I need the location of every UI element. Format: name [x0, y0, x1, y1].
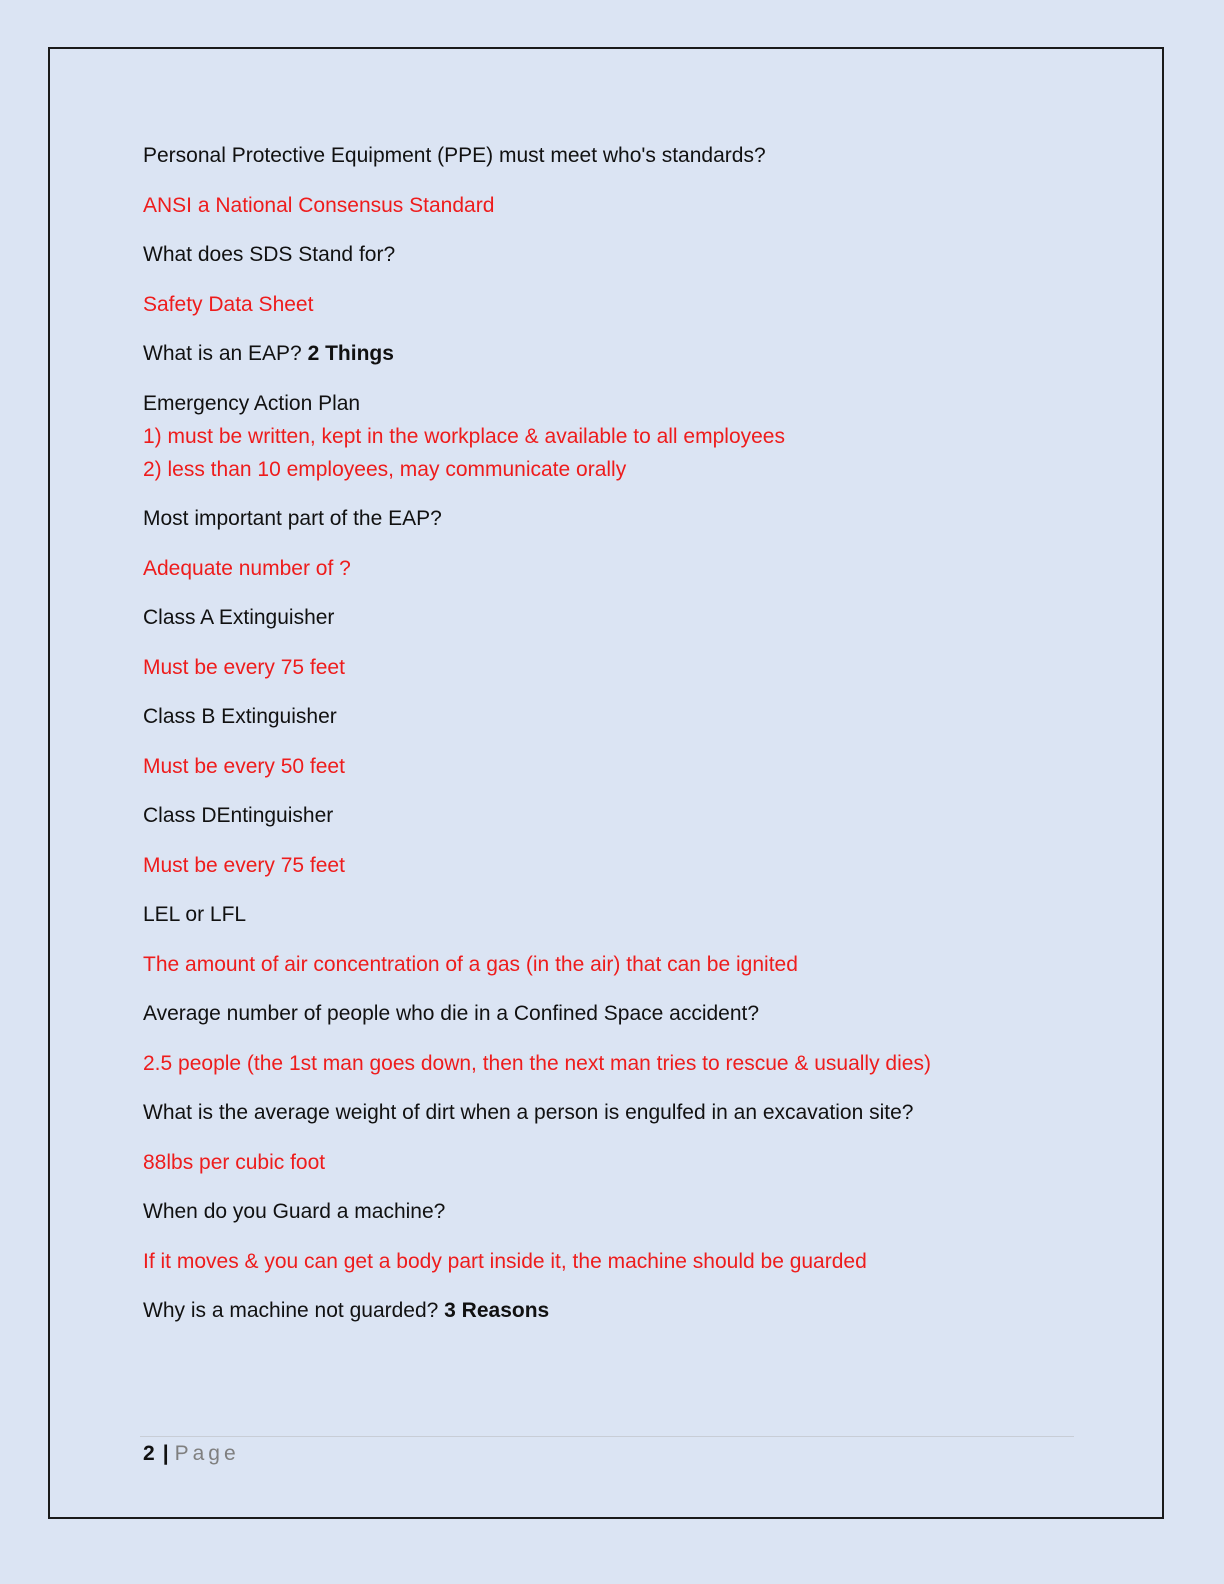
answer-class-d: Must be every 75 feet: [143, 853, 345, 877]
answer-class-b: Must be every 50 feet: [143, 754, 345, 778]
question-eap-important: Most important part of the EAP?: [143, 507, 442, 530]
question-eap-text: What is an EAP?: [143, 342, 308, 365]
answer-eap-point-2: 2) less than 10 employees, may communicate orally: [143, 457, 627, 481]
answer-sds: Safety Data Sheet: [143, 292, 314, 316]
question-not-guarded: [143, 1297, 1083, 1325]
answer-confined-space: 2.5 people (the 1st man goes down, then the next man tries to rescue & usually dies): [143, 1051, 931, 1075]
footer-separator: |: [162, 1442, 169, 1465]
page-label: Page: [174, 1442, 240, 1465]
question-eap: [143, 340, 1083, 368]
footer-divider: [140, 1436, 1074, 1437]
document-body: [143, 142, 1083, 1347]
question-class-d: Class DEntinguisher: [143, 804, 334, 827]
answer-eap-title: Emergency Action Plan: [143, 391, 361, 415]
question-lel-lfl: LEL or LFL: [143, 903, 247, 926]
question-sds: What does SDS Stand for?: [143, 243, 396, 266]
question-dirt-weight: What is the average weight of dirt when a person is engulfed in an excavation site?: [143, 1101, 914, 1124]
answer-dirt-weight: 88lbs per cubic foot: [143, 1150, 326, 1174]
answer-class-a: Must be every 75 feet: [143, 655, 345, 679]
question-class-b: Class B Extinguisher: [143, 705, 337, 728]
answer-guard-machine: If it moves & you can get a body part inside it, the machine should be guarded: [143, 1249, 867, 1273]
question-ppe-standards: Personal Protective Equipment (PPE) must meet who's standards?: [143, 144, 766, 167]
answer-ppe-standards: ANSI a National Consensus Standard: [143, 193, 495, 217]
question-confined-space: Average number of people who die in a Confined Space accident?: [143, 1002, 760, 1025]
answer-lel-lfl: The amount of air concentration of a gas (in the air) that can be ignited: [143, 952, 798, 976]
question-guard-machine: When do you Guard a machine?: [143, 1200, 446, 1223]
answer-eap-important: Adequate number of ?: [143, 556, 351, 580]
question-not-guarded-emphasis: 3 Reasons: [444, 1299, 550, 1322]
answer-eap-point-1: 1) must be written, kept in the workplace & available to all employees: [143, 424, 785, 448]
page-number: 2: [143, 1442, 155, 1465]
question-not-guarded-text: Why is a machine not guarded?: [143, 1299, 445, 1322]
question-class-a: Class A Extinguisher: [143, 606, 335, 629]
question-eap-emphasis: 2 Things: [307, 342, 394, 365]
page-footer: [143, 1440, 240, 1468]
